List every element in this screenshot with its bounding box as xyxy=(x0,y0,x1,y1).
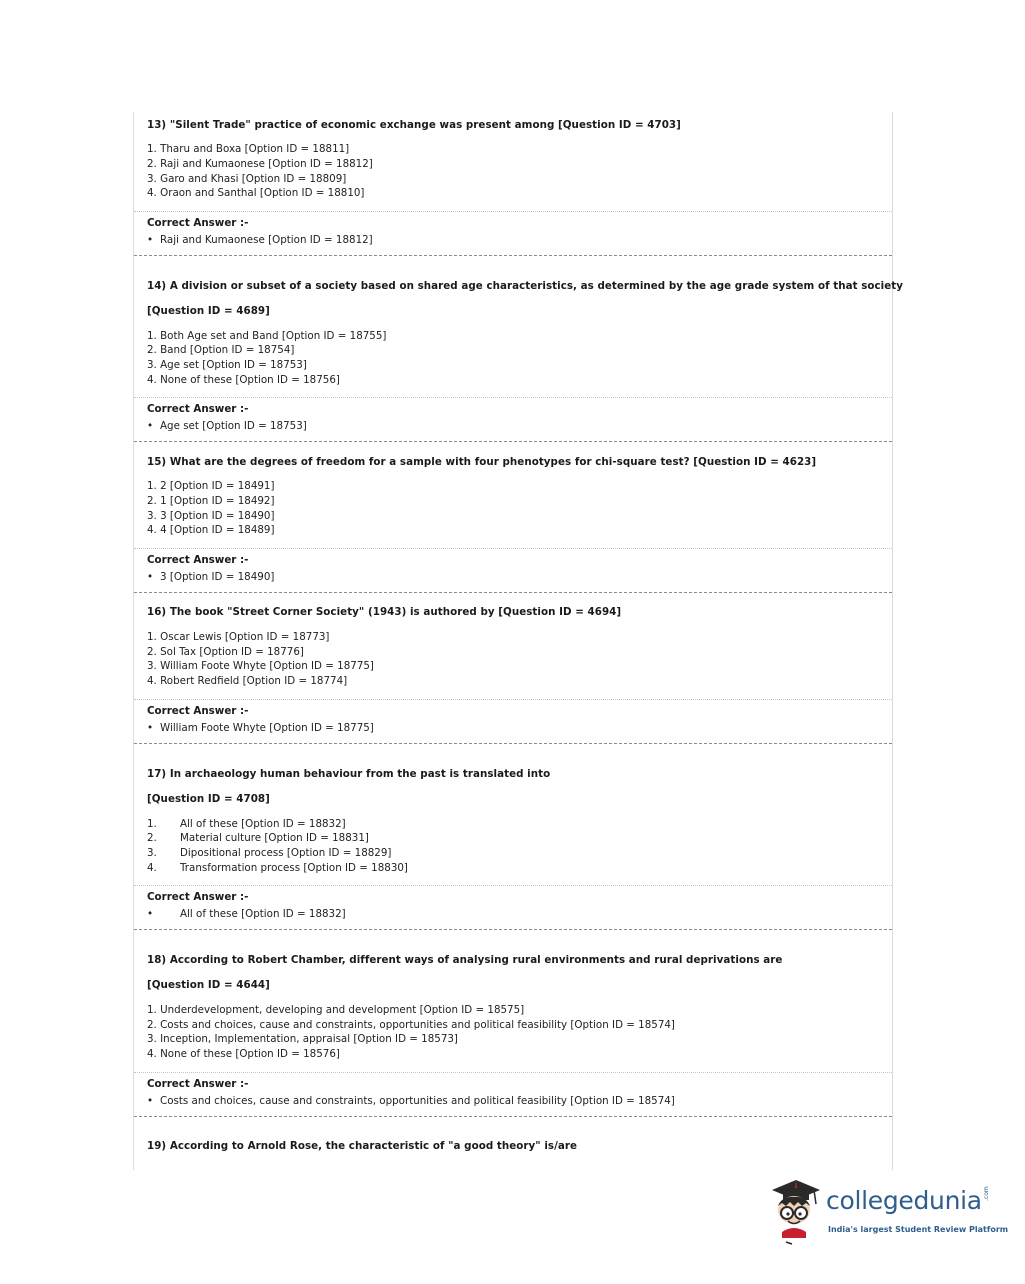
correct-answer: • Age set [Option ID = 18753] xyxy=(147,420,307,432)
question-divider xyxy=(134,255,892,256)
logo-tagline: India's largest Student Review Platform xyxy=(828,1225,1009,1234)
option-item: 1. Both Age set and Band [Option ID = 18755] xyxy=(147,330,387,342)
correct-answer: • All of these [Option ID = 18832] xyxy=(147,908,346,920)
correct-answer: • Costs and choices, cause and constraints, opportunities and political feasibility [Option ID = 18574] xyxy=(147,1095,675,1107)
question-title: 14) A division or subset of a society based on shared age characteristics, as determined by the age grade system of that society xyxy=(147,280,904,292)
correct-answer-label: Correct Answer :- xyxy=(147,891,249,903)
question-title: 18) According to Robert Chamber, different ways of analysing rural environments and rural deprivations are xyxy=(147,954,783,966)
option-item: 1. 2 [Option ID = 18491] xyxy=(147,480,275,492)
option-item: 1. Oscar Lewis [Option ID = 18773] xyxy=(147,631,330,643)
option-item: 4. Transformation process [Option ID = 18830] xyxy=(147,862,408,874)
option-item: 4. Robert Redfield [Option ID = 18774] xyxy=(147,675,348,687)
option-item: 3. William Foote Whyte [Option ID = 18775] xyxy=(147,660,374,672)
option-item: 3. Garo and Khasi [Option ID = 18809] xyxy=(147,173,347,185)
option-item: 1. Tharu and Boxa [Option ID = 18811] xyxy=(147,143,350,155)
question-id: [Question ID = 4708] xyxy=(147,793,270,805)
question-divider xyxy=(134,929,892,930)
question-divider xyxy=(134,743,892,744)
question-title: 13) "Silent Trade" practice of economic exchange was present among [Question ID = 4703] xyxy=(147,119,681,131)
correct-answer-label: Correct Answer :- xyxy=(147,403,249,415)
option-item: 2. Band [Option ID = 18754] xyxy=(147,344,295,356)
option-item: 2. Material culture [Option ID = 18831] xyxy=(147,832,369,844)
question-paper xyxy=(133,112,904,1170)
question-title: 15) What are the degrees of freedom for a sample with four phenotypes for chi-square test? [Question ID = 4623] xyxy=(147,456,817,468)
correct-answer: • 3 [Option ID = 18490] xyxy=(147,571,275,583)
question-title: 16) The book "Street Corner Society" (1943) is authored by [Question ID = 4694] xyxy=(147,606,622,618)
collegedunia-logo xyxy=(766,1176,1009,1246)
option-item: 4. Oraon and Santhal [Option ID = 18810] xyxy=(147,187,365,199)
option-item: 3. Age set [Option ID = 18753] xyxy=(147,359,307,371)
logo-dotcom: .com xyxy=(983,1186,990,1201)
option-item: 3. Inception, Implementation, appraisal [Option ID = 18573] xyxy=(147,1033,458,1045)
correct-answer-label: Correct Answer :- xyxy=(147,1078,249,1090)
option-item: 2. 1 [Option ID = 18492] xyxy=(147,495,275,507)
correct-answer-label: Correct Answer :- xyxy=(147,705,249,717)
divider xyxy=(134,397,892,398)
correct-answer-label: Correct Answer :- xyxy=(147,554,249,566)
option-item: 2. Costs and choices, cause and constraints, opportunities and political feasibility [Option ID = 18574] xyxy=(147,1019,675,1031)
question-title: 17) In archaeology human behaviour from the past is translated into xyxy=(147,768,551,780)
option-item: 4. 4 [Option ID = 18489] xyxy=(147,524,275,536)
divider xyxy=(134,885,892,886)
option-item: 1. Underdevelopment, developing and development [Option ID = 18575] xyxy=(147,1004,525,1016)
correct-answer: • Raji and Kumaonese [Option ID = 18812] xyxy=(147,234,373,246)
logo-wordmark: collegedunia xyxy=(826,1186,982,1215)
correct-answer-label: Correct Answer :- xyxy=(147,217,249,229)
mascot-icon xyxy=(766,1176,826,1246)
option-item: 2. Raji and Kumaonese [Option ID = 18812] xyxy=(147,158,373,170)
option-item: 3. Dipositional process [Option ID = 18829] xyxy=(147,847,392,859)
option-item: 1. All of these [Option ID = 18832] xyxy=(147,818,346,830)
option-item: 4. None of these [Option ID = 18576] xyxy=(147,1048,340,1060)
option-item: 2. Sol Tax [Option ID = 18776] xyxy=(147,646,304,658)
option-item: 3. 3 [Option ID = 18490] xyxy=(147,510,275,522)
question-divider xyxy=(134,1116,892,1117)
divider xyxy=(134,211,892,212)
question-id: [Question ID = 4644] xyxy=(147,979,270,991)
divider xyxy=(134,699,892,700)
divider xyxy=(134,548,892,549)
question-divider xyxy=(134,441,892,442)
question-title: 19) According to Arnold Rose, the characteristic of "a good theory" is/are xyxy=(147,1140,578,1152)
correct-answer: • William Foote Whyte [Option ID = 18775] xyxy=(147,722,374,734)
option-item: 4. None of these [Option ID = 18756] xyxy=(147,374,340,386)
question-divider xyxy=(134,592,892,593)
question-id: [Question ID = 4689] xyxy=(147,305,270,317)
divider xyxy=(134,1072,892,1073)
